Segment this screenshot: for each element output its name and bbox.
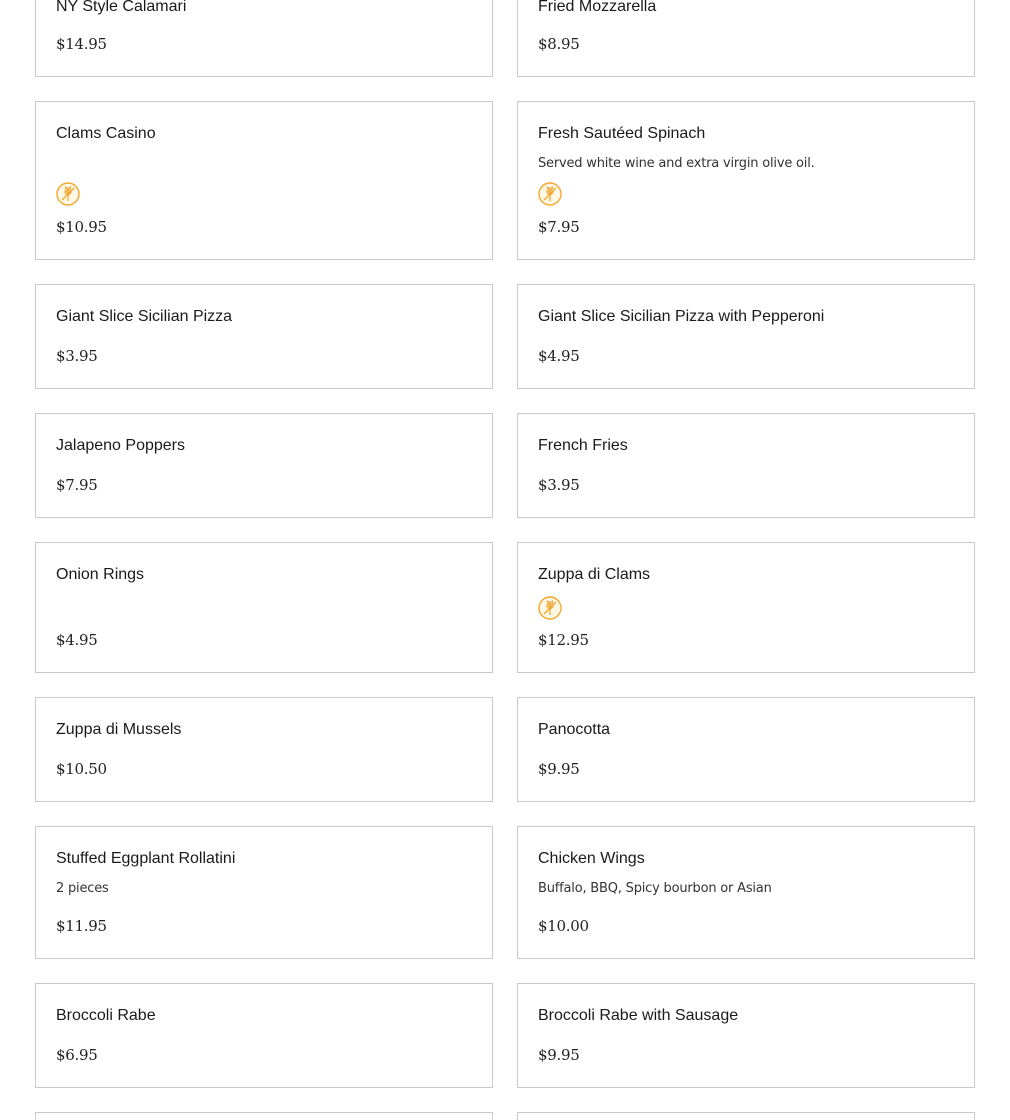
menu-item-name: Zuppa di Clams xyxy=(538,566,651,583)
menu-item-card[interactable] xyxy=(35,542,493,673)
menu-item-card[interactable] xyxy=(35,0,493,77)
menu-item-card[interactable] xyxy=(35,983,493,1088)
menu-item-description: Buffalo, BBQ, Spicy bourbon or Asian xyxy=(538,881,772,896)
menu-item-price: $4.95 xyxy=(538,347,580,365)
menu-item-name: Stuffed Eggplant Rollatini xyxy=(56,850,236,867)
menu-item-card[interactable] xyxy=(517,983,975,1088)
menu-item-price: $3.95 xyxy=(56,347,98,365)
menu-item-price: $10.95 xyxy=(56,218,107,236)
menu-item-card[interactable] xyxy=(517,542,975,673)
menu-item-price: $9.95 xyxy=(538,1046,580,1064)
menu-item-name: Broccoli Rabe with Sausage xyxy=(538,1007,739,1024)
menu-item-description: Served white wine and extra virgin olive oil. xyxy=(538,156,815,171)
menu-item-name: Fried Mozzarella xyxy=(538,0,657,15)
menu-item-price: $10.50 xyxy=(56,760,107,778)
menu-item-name: Clams Casino xyxy=(56,125,156,142)
menu-item-card[interactable] xyxy=(517,697,975,802)
menu-item-card[interactable] xyxy=(517,826,975,959)
menu-item-name: Broccoli Rabe xyxy=(56,1007,156,1024)
menu-item-name: NY Style Calamari xyxy=(56,0,187,15)
menu-item-name: French Fries xyxy=(538,437,628,454)
menu-item-name: Giant Slice Sicilian Pizza xyxy=(56,308,233,325)
menu-item-card[interactable] xyxy=(35,413,493,518)
menu-item-price: $10.00 xyxy=(538,917,589,935)
menu-item-price: $3.95 xyxy=(538,476,580,494)
menu-item-card[interactable] xyxy=(517,413,975,518)
menu-item-name: Panocotta xyxy=(538,721,611,738)
menu-item-price: $14.95 xyxy=(56,35,107,53)
menu-item-price: $7.95 xyxy=(538,218,580,236)
menu-item-name: Chicken Wings xyxy=(538,850,645,867)
gluten-free-icon xyxy=(56,182,80,206)
menu-item-card[interactable] xyxy=(35,1112,493,1120)
menu-item-card[interactable] xyxy=(517,101,975,260)
menu-item-price: $6.95 xyxy=(56,1046,98,1064)
menu-item-card[interactable] xyxy=(35,284,493,389)
menu-item-card[interactable] xyxy=(35,101,493,260)
gluten-free-icon xyxy=(538,596,562,620)
menu-item-description: 2 pieces xyxy=(56,881,109,896)
menu-item-price: $8.95 xyxy=(538,35,580,53)
menu-item-price: $9.95 xyxy=(538,760,580,778)
menu-item-card[interactable] xyxy=(35,826,493,959)
gluten-free-icon xyxy=(538,182,562,206)
menu-item-name: Jalapeno Poppers xyxy=(56,437,185,454)
menu-item-card[interactable] xyxy=(35,697,493,802)
menu-item-card[interactable] xyxy=(517,1112,975,1120)
menu-item-name: Fresh Sautéed Spinach xyxy=(538,125,706,142)
menu-item-price: $11.95 xyxy=(56,917,107,935)
menu-item-card[interactable] xyxy=(517,0,975,77)
menu-item-card[interactable] xyxy=(517,284,975,389)
menu-item-name: Onion Rings xyxy=(56,566,145,583)
menu-item-price: $7.95 xyxy=(56,476,98,494)
menu-item-name: Zuppa di Mussels xyxy=(56,721,182,738)
menu-item-name: Giant Slice Sicilian Pizza with Pepperoni xyxy=(538,308,825,325)
menu-item-price: $4.95 xyxy=(56,631,98,649)
menu-item-price: $12.95 xyxy=(538,631,589,649)
